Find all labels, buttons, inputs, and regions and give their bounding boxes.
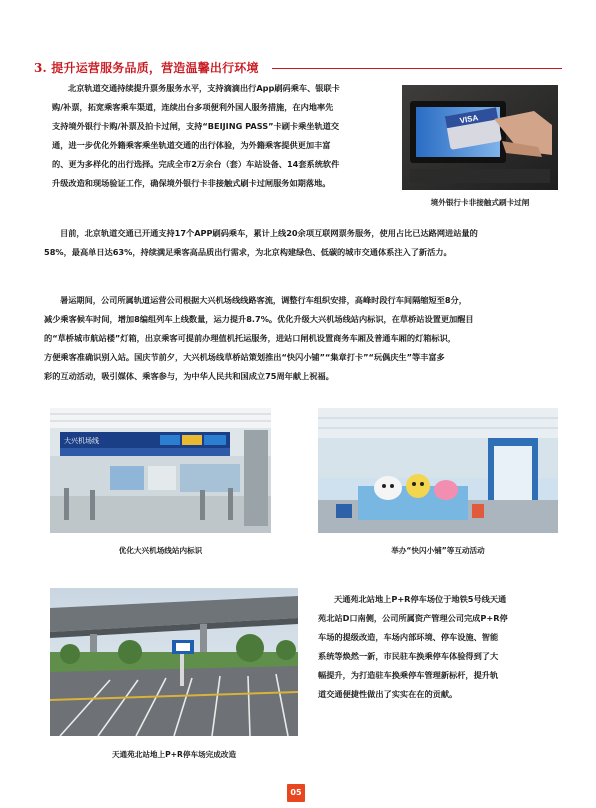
paragraph-ticketing: [52, 79, 340, 193]
caption-card-gate: 境外银行卡非接触式刷卡过闸: [430, 198, 530, 207]
text-line: 通，进一步优化外籍乘客乘坐轨道交通的出行体验，为外籍乘客提供更加丰富: [52, 140, 331, 150]
text-line: 目前，北京轨道交通已开通支持17个APP刷码乘车，累计上线20余项互联网票务服务，使用占比已达路网进站量的: [60, 228, 478, 238]
page-number: 05: [287, 784, 305, 802]
photo-parking-lot: [50, 588, 298, 736]
text-line: 的、更为多样化的出行选择。完成全市2万余台（套）车站设备、14套系统软件: [52, 159, 340, 169]
section-heading: 3. 提升运营服务品质，营造温馨出行环境: [34, 61, 259, 75]
caption-parking-lot: 天通苑北站地上P+R停车场完成改造: [111, 750, 237, 759]
text-line: 彩的互动活动，吸引媒体、乘客参与，为中华人民共和国成立75周年献上祝福。: [44, 371, 334, 381]
text-line: 天通苑北站地上P+R停车场位于地铁5号线天通: [334, 594, 507, 604]
paragraph-parking: [318, 590, 508, 704]
paragraph-summer-operations: [44, 291, 474, 386]
text-line: 暑运期间，公司所属轨道运营公司根据大兴机场线线路客流，调整行车组织安排，高峰时段行车间隔缩短至8分，: [60, 295, 467, 305]
text-line: 北京轨道交通持续提升票务服务水平，支持滴滴出行App刷码乘车、银联卡: [68, 83, 340, 93]
text-line: 减少乘客候车时间，增加8编组列车上线数量，运力提升8.7%。优化升级大兴机场线站内标识，在草桥站设置更加醒目: [44, 314, 474, 324]
text-line: 系统等焕然一新，市民驻车换乘停车体验得到了大: [318, 651, 499, 661]
text-line: 的“草桥城市航站楼”灯箱，出京乘客可提前办理值机托运服务，进站口闸机设置商务车厢及普通车厢的灯箱标识，: [44, 333, 456, 343]
card-brand-text: VISA: [459, 113, 479, 126]
text-line: 方便乘客准确识别入站。国庆节前夕，大兴机场线草桥站策划推出“快闪小铺”“集章打卡”“玩偶庆生”等丰富多: [44, 352, 445, 362]
heading-divider: [272, 68, 562, 69]
photo-station-signage: [50, 408, 271, 533]
caption-popup-shop: 举办“快闪小铺”等互动活动: [391, 546, 485, 555]
caption-station-signage: 优化大兴机场线站内标识: [118, 546, 203, 555]
photo-card-gate: [402, 85, 558, 190]
text-line: 升级改造和现场验证工作，确保境外银行卡非接触式刷卡过闸服务如期落地。: [52, 178, 331, 188]
text-line: 支持境外银行卡购/补票及拍卡过闸，支持“BEIJING PASS”卡刷卡乘坐轨道交: [52, 121, 340, 131]
text-line: 道交通便捷性做出了实实在在的贡献。: [318, 689, 458, 699]
text-line: 幅提升，为打造驻车换乘停车管理新标杆，提升轨: [318, 670, 499, 680]
text-line: 购/补票，拓宽乘客乘车渠道，连续出台多项便利外国人服务措施，在内地率先: [52, 102, 334, 112]
photo-popup-shop: [318, 408, 558, 533]
text-line: 苑北站D口南侧，公司所属资产管理公司完成P+R停: [318, 613, 508, 623]
text-line: 车场的提级改造，车场内部环境、停车设施、智能: [318, 632, 499, 642]
text-line: 58%，最高单日达63%，持续满足乘客高品质出行需求，为北京构建绿色、低碳的城市交通体系注入了新活力。: [44, 247, 452, 257]
sign-text: 大兴机场线: [64, 437, 99, 445]
paragraph-app-ticketing: [44, 224, 478, 262]
